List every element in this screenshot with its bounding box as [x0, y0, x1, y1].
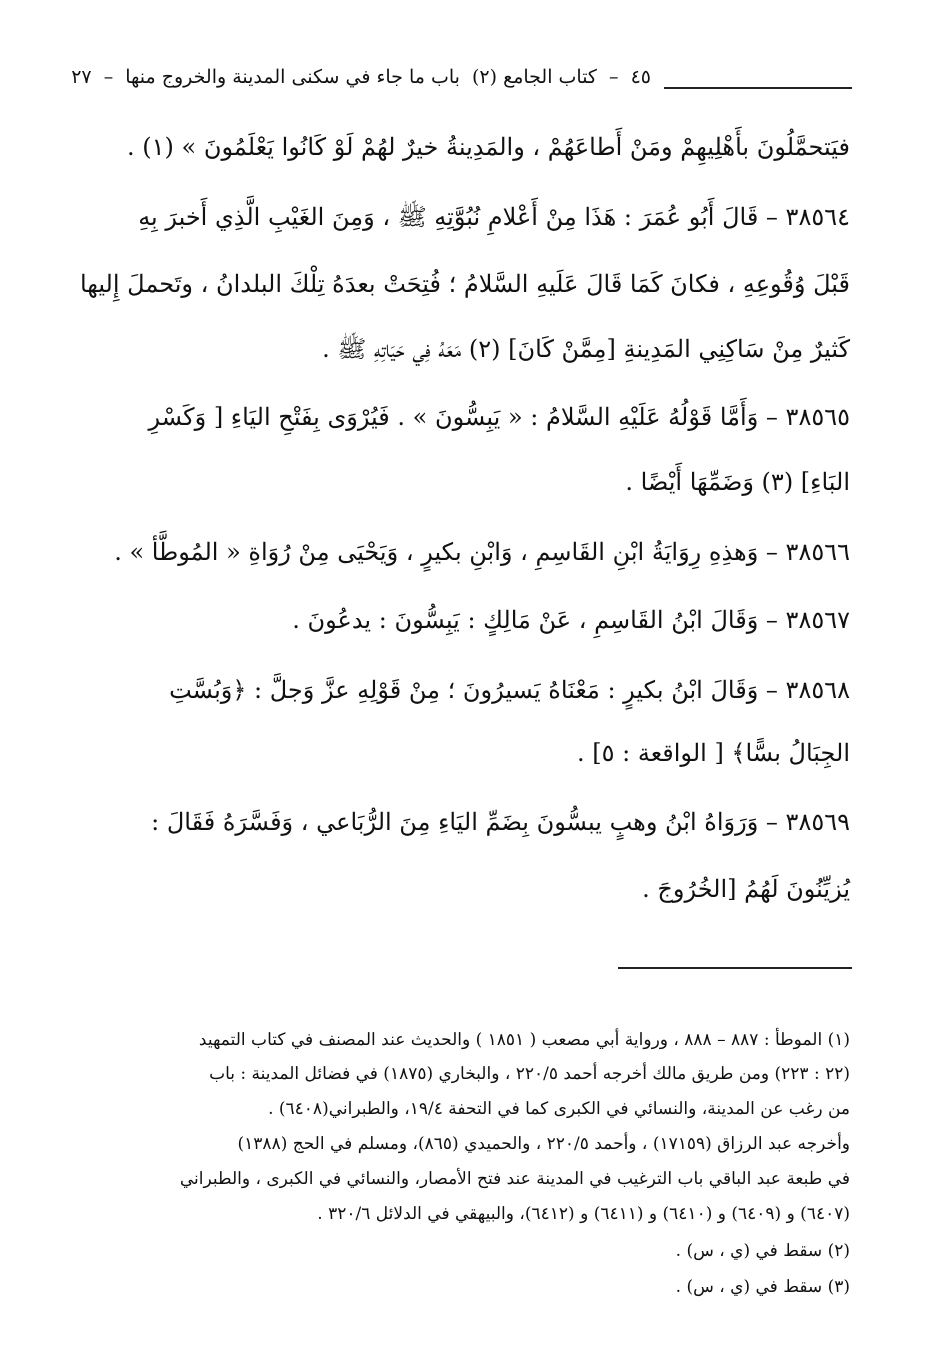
text-line: البَاءِ] (٣) وَضَمِّهَا أَيْضًا .	[625, 468, 850, 496]
text-line: ٣٨٥٦٥ – وَأَمَّا قَوْلُهُ عَلَيْهِ السَّلامُ : « يَبِسُّونَ » . فَيُرْوَى بِفَتْحِ اليَاءِ [ وَكَسْرِ	[148, 403, 850, 431]
footnote-line: (١) الموطأ : ٨٨٧ – ٨٨٨ ، ورواية أبي مصعب ( ١٨٥١ ) والحديث عند المصنف في كتاب التمهيد	[198, 1030, 850, 1050]
footnote-line: (٣) سقط في (ي ، س) .	[675, 1277, 850, 1297]
text-line: الجِبَالُ بسًّا﴾ [ الواقعة : ٥] .	[576, 739, 850, 767]
footnote-line: من رغب عن المدينة، والنسائي في الكبرى كما في التحفة ١٩/٤، والطبراني(٦٤٠٨) .	[268, 1099, 850, 1119]
text-line: ٣٨٥٦٩ – وَرَوَاهُ ابْنُ وهبٍ يبسُّونَ بِضَمِّ اليَاءِ مِنَ الرُّبَاعي ، وَفَسَّرَهُ فَقَالَ :	[151, 808, 850, 836]
text-line: قَبْلَ وُقُوعِهِ ، فكانَ كَمَا قَالَ عَلَيهِ السَّلامُ ؛ فُتِحَتْ بعدَهُ تِلْكَ البلدانُ ، وتَحملَ إِليها	[79, 270, 850, 298]
text-line: ٣٨٥٦٦ – وَهذِهِ رِوَايَةُ ابْنِ القَاسِمِ ، وَابْنِ بكيرٍ ، وَيَحْيَى مِنْ رُوَاةِ « المُوطَّأ » .	[114, 538, 850, 566]
footnote-line: (٢٢ : ٢٢٣) ومن طريق مالك أخرجه أحمد ٢٢٠/٥ ، والبخاري (١٨٧٥) في فضائل المدينة : باب	[209, 1064, 850, 1084]
text-line: ٣٨٥٦٨ – وَقَالَ ابْنُ بكيرٍ : مَعْنَاهُ يَسيرُونَ ؛ مِنْ قَوْلِهِ عزَّ وَجلَّ : ﴿وَبُسَّتِ	[169, 676, 850, 704]
footnote-line: (٦٤٠٧) و (٦٤٠٩) و (٦٤١٠) و (٦٤١١) و (٦٤١٢)، والبيهقي في الدلائل ٣٢٠/٦ .	[317, 1204, 850, 1224]
footnote-line: وأخرجه عبد الرزاق (١٧١٥٩) ، وأحمد ٢٢٠/٥ ، والحميدي (٨٦٥)، ومسلم في الحج (١٣٨٨)	[237, 1134, 850, 1154]
book-title: كتاب الجامع (٢)	[471, 66, 597, 88]
footnote-rule	[618, 967, 852, 969]
volume-number: ٢٧	[71, 66, 92, 88]
page-number: ٤٥	[630, 66, 651, 88]
footnote-line: (٢) سقط في (ي ، س) .	[675, 1241, 850, 1261]
text-line: فيَتحمَّلُونَ بأَهْلِيهِمْ ومَنْ أَطاعَهُمْ ، والمَدِينةُ خيرٌ لهُمْ لَوْ كَانُوا يَعْلَمُونَ » (١) .	[127, 133, 850, 161]
text-line: ٣٨٥٦٧ – وَقَالَ ابْنُ القَاسِمِ ، عَنْ مَالِكٍ : يَبِسُّونَ : يدعُونَ .	[292, 606, 850, 634]
footnote-line: في طبعة عبد الباقي باب الترغيب في المدينة عند فتح الأمصار، والنسائي في الكبرى ، والطبراني	[179, 1169, 850, 1189]
text-line: يُزيِّنُونَ لَهُمُ [الخُرُوجَ .	[642, 875, 850, 903]
running-header: ٤٥ – كتاب الجامع (٢) باب ما جاء في سكنى المدينة والخروج منها – ٢٧	[71, 66, 651, 88]
text-line: ٣٨٥٦٤ – قَالَ أَبُو عُمَرَ : هَذَا مِنْ أَعْلامِ نُبُوَّتِهِ ﷺ ، وَمِنَ الغَيْبِ الَّذِي أَخبرَ بِهِ	[138, 203, 850, 231]
header-rule	[664, 87, 852, 89]
chapter-title: باب ما جاء في سكنى المدينة والخروج منها	[125, 66, 460, 88]
text-line: كَثيرٌ مِنْ سَاكِنِي المَدِينةِ [مِمَّنْ كَانَ] (٢) مَعَهُ فِي حَيَاتِهِ ﷺ .	[322, 335, 850, 363]
